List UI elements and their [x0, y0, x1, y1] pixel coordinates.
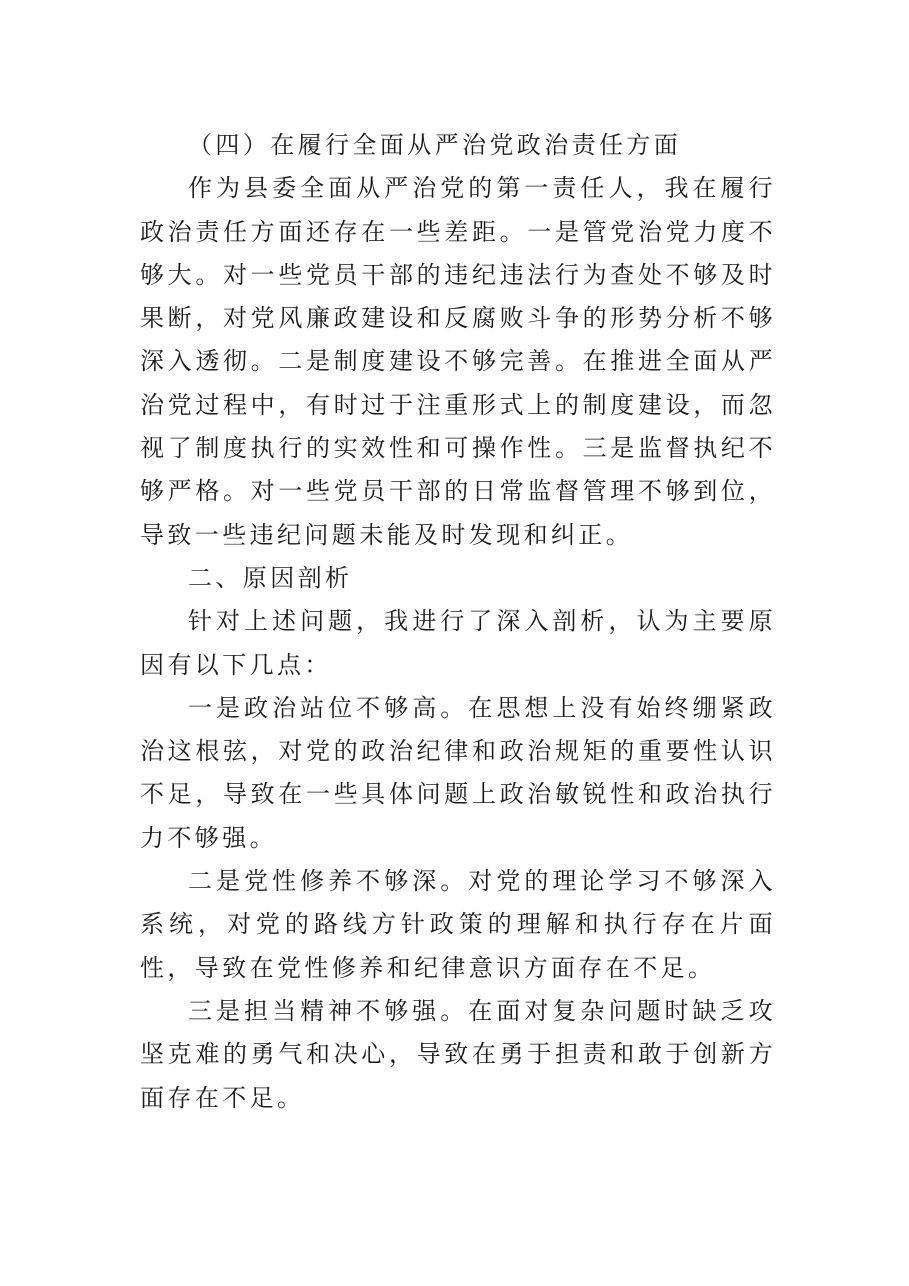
- paragraph-causes-intro: 针对上述问题，我进行了深入剖析，认为主要原因有以下几点：: [140, 607, 776, 679]
- section-heading-causes: 二、原因剖析: [188, 563, 353, 592]
- document-body: [140, 124, 776, 1120]
- paragraph-cause-three: 三是担当精神不够强。在面对复杂问题时缺乏攻坚克难的勇气和决心，导致在勇于担责和敢于创新方面存在不足。: [140, 996, 776, 1112]
- paragraph-cause-one: 一是政治站位不够高。在思想上没有始终绷紧政治这根弦，对党的政治纪律和政治规矩的重要性认识不足，导致在一些具体问题上政治敏锐性和政治执行力不够强。: [140, 693, 776, 852]
- section-heading-four: （四）在履行全面从严治党政治责任方面: [188, 131, 682, 159]
- paragraph-responsibility: 作为县委全面从严治党的第一责任人，我在履行政治责任方面还存在一些差距。一是管党治党力度不够大。对一些党员干部的违纪违法行为查处不够及时果断，对党风廉政建设和反腐败斗争的形势分析不够深入透彻。二是制度建设不够完善。在推进全面从严治党过程中，有时过于注重形式上的制度建设，而忽视了制度执行的实效性和可操作性。三是监督执纪不够严格。对一些党员干部的日常监督管理不够到位，导致一些违纪问题未能及时发现和纠正。: [140, 174, 776, 549]
- paragraph-cause-two: 二是党性修养不够深。对党的理论学习不够深入系统，对党的路线方针政策的理解和执行存在片面性，导致在党性修养和纪律意识方面存在不足。: [140, 867, 776, 982]
